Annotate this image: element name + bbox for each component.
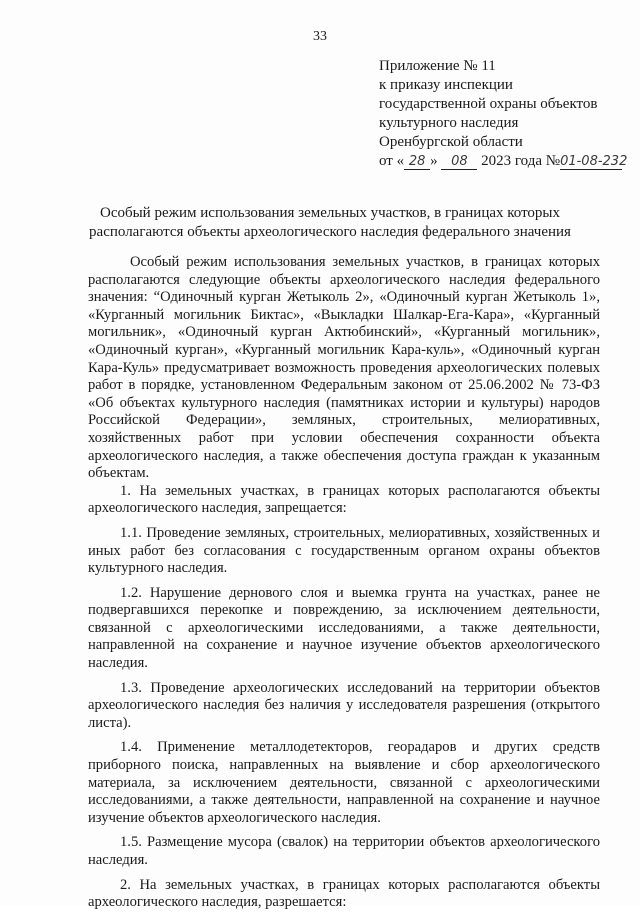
page-number: 33 [313, 29, 327, 44]
appendix-authority-line-2: культурного наследия [379, 115, 519, 131]
appendix-header [379, 57, 629, 171]
appendix-region: Оренбургской области [379, 134, 523, 150]
date-month-handwritten: 08 [441, 154, 477, 170]
date-separator: » [430, 153, 438, 169]
section-2-heading: 2. На земельных участках, в границах которых располагаются объекты археологического наследия, разрешается: [88, 876, 600, 911]
item-1-2: 1.2. Нарушение дернового слоя и выемка грунта на участках, ранее не подвергавшихся перекопке и повреждению, за исключением деятельности, связанной с археологическими исследованиями, а также деятельности, направленной на сохранение и научное изучение объектов археологического наследия. [88, 584, 600, 672]
title-line-2: располагаются объекты археологического наследия федерального значения [89, 224, 571, 240]
item-1-3: 1.3. Проведение археологических исследований на территории объектов археологического наследия без наличия у исследователя разрешения (открытого листа). [88, 679, 600, 731]
appendix-date-line [379, 152, 629, 171]
appendix-authority-line-1: государственной охраны объектов [379, 96, 598, 112]
item-1-4: 1.4. Применение металлодетекторов, георадаров и других средств приборного поиска, направленных на выявление и сбор археологического материала, за исключением деятельности, связанной с археологическими исследованиями, а также деятельности, направленной на сохранение и научное изучение объектов археологического наследия. [88, 739, 600, 826]
date-day-handwritten: 28 [404, 154, 430, 170]
intro-paragraph: Особый режим использования земельных участков, в границах которых располагаются следующие объекты археологического наследия федерального значения: “Одиночный курган Жетыколь 2», «Одиночный курган Жетыколь 1», «Курганный могильник Биктас», «Выкладки Шалкар-Ега-Кара», «Курганный могильник», «Одиночный курган Актюбинский», «Курганный могильник», «Одиночный курган», «Курганный могильник Кара-куль», «Одиночный курган Кара-Куль» предусматривает возможность проведения археологических полевых работ в порядке, установленном Федеральным законом от 25.06.2002 № 73-ФЗ «Об объектах культурного наследия (памятниках истории и культуры) народов Российской Федерации», земляных, строительных, мелиоративных, хозяйственных работ при условии обеспечения сохранности объекта археологического наследия, а также обеспечения доступа граждан к указанным объектам. [88, 254, 600, 482]
title-line-1: Особый режим использования земельных участков, в границах которых [99, 205, 561, 221]
document-title [60, 204, 600, 242]
item-1-5: 1.5. Размещение мусора (свалок) на территории объектов археологического наследия. [88, 834, 600, 868]
date-prefix: от « [379, 153, 405, 169]
item-1-1: 1.1. Проведение земляных, строительных, мелиоративных, хозяйственных и иных работ без согласования с государственным органом охраны объектов культурного наследия. [88, 524, 600, 577]
date-year-text: 2023 года № [481, 153, 561, 169]
appendix-title: Приложение № 11 [379, 58, 496, 74]
document-body [88, 254, 600, 912]
order-number-handwritten: 01-08-232 [560, 154, 628, 169]
section-1-heading: 1. На земельных участках, в границах которых располагаются объекты археологического наследия, запрещается: [88, 482, 600, 517]
appendix-order-line: к приказу инспекции [379, 77, 513, 93]
